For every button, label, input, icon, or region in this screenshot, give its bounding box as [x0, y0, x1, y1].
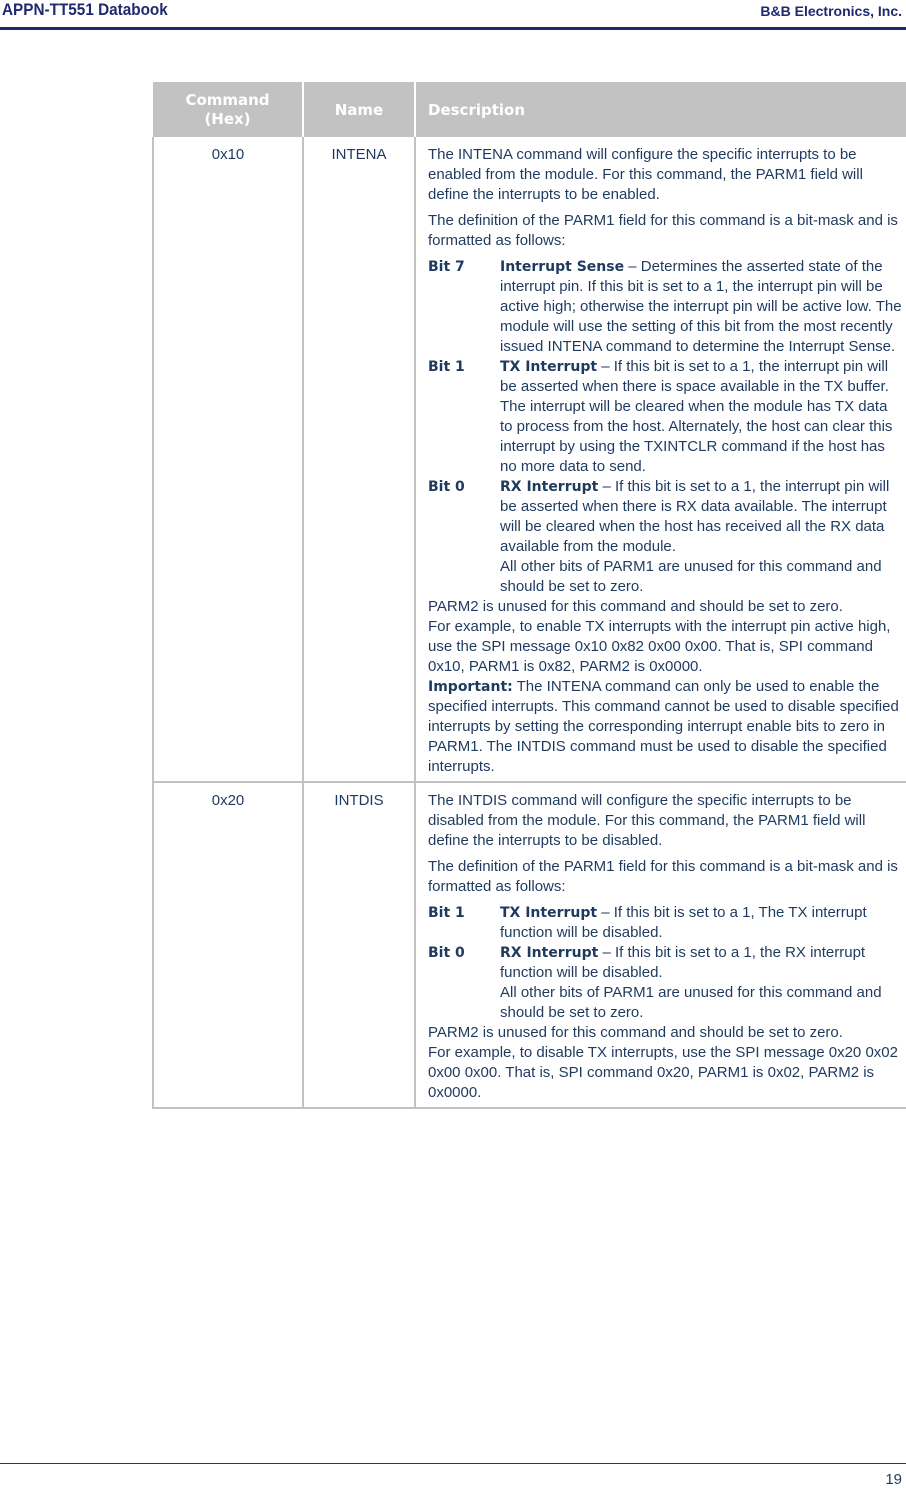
command-code: 0x10 — [153, 137, 303, 782]
bit-label: Bit 0 — [428, 479, 465, 495]
bit-title: RX Interrupt — [500, 945, 599, 961]
bit-title: TX Interrupt — [500, 359, 598, 375]
bit-entry — [428, 257, 902, 357]
bit-label: Bit 1 — [428, 905, 465, 921]
parm2-note: PARM2 is unused for this command and should be set to zero. — [428, 1024, 843, 1041]
bit-description — [500, 357, 902, 477]
parm2-note: PARM2 is unused for this command and should be set to zero. — [428, 598, 843, 615]
bit-entry — [428, 903, 902, 943]
bit-description — [500, 903, 902, 943]
unused-bits-note: All other bits of PARM1 are unused for this command and should be set to zero. — [500, 984, 882, 1021]
bit-entry — [428, 943, 902, 1023]
bit-title: RX Interrupt — [500, 479, 599, 495]
document-title: APPN-TT551 Databook — [2, 0, 168, 19]
bit-detail: – Determines the asserted state of the interrupt pin. If this bit is set to a 1, the interrupt pin will be active high; otherwise the interrupt pin will be active low. The module will use the setting of this bit from the most recently issued INTENA command to determine the Interrupt Sense. — [500, 258, 902, 355]
description-intro: The INTDIS command will configure the specific interrupts to be disabled from the module. For this command, the PARM1 field will define the interrupts to be disabled. — [428, 792, 866, 849]
bit-label: Bit 0 — [428, 945, 465, 961]
column-header-command — [153, 82, 303, 137]
table-row — [153, 782, 906, 1108]
bit-label: Bit 1 — [428, 359, 465, 375]
table-row — [153, 137, 906, 782]
page-number: 19 — [885, 1471, 902, 1488]
command-description — [415, 782, 906, 1108]
bit-detail: – If this bit is set to a 1, the interrupt pin will be asserted when there is RX data available. The interrupt will be cleared when the host has received all the RX data available from the module. — [500, 478, 890, 555]
usage-example: For example, to enable TX interrupts with the interrupt pin active high, use the SPI message 0x10 0x82 0x00 0x00. That is, SPI command 0x10, PARM1 is 0x82, PARM2 is 0x0000. — [428, 618, 891, 675]
command-name: INTDIS — [303, 782, 415, 1108]
command-code: 0x20 — [153, 782, 303, 1108]
bit-detail: – If this bit is set to a 1, the interrupt pin will be asserted when there is space available in the TX buffer. The interrupt will be cleared when the module has TX data to process from the host. Alternately, the host can clear this interrupt by using the TXINTCLR command if the host has no more data to send. — [500, 358, 893, 475]
important-label: Important: — [428, 679, 513, 695]
bitmask-definition: The definition of the PARM1 field for this command is a bit-mask and is formatted as follows: — [428, 212, 898, 249]
important-text: The INTENA command can only be used to enable the specified interrupts. This command cannot be used to disable specified interrupts by setting the corresponding interrupt enable bits to zero in PARM1. The INTDIS command must be used to disable the specified interrupts. — [428, 678, 899, 775]
bit-label: Bit 7 — [428, 259, 465, 275]
unused-bits-note: All other bits of PARM1 are unused for this command and should be set to zero. — [500, 558, 882, 595]
bit-title: TX Interrupt — [500, 905, 598, 921]
bit-description — [500, 257, 902, 357]
page-header — [0, 0, 906, 30]
usage-example: For example, to disable TX interrupts, use the SPI message 0x20 0x02 0x00 0x00. That is, SPI command 0x20, PARM1 is 0x02, PARM2 is 0x0000. — [428, 1044, 898, 1101]
column-header-name: Name — [303, 82, 415, 137]
company-name: B&B Electronics, Inc. — [760, 3, 902, 19]
important-note — [428, 677, 902, 777]
column-header-command-label: Command (Hex) — [185, 90, 270, 128]
bit-entry — [428, 477, 902, 597]
bitmask-definition: The definition of the PARM1 field for this command is a bit-mask and is formatted as follows: — [428, 858, 898, 895]
bit-description — [500, 477, 902, 597]
bit-entry — [428, 357, 902, 477]
table-header-row — [153, 82, 906, 137]
column-header-description: Description — [415, 82, 906, 137]
description-intro: The INTENA command will configure the specific interrupts to be enabled from the module. For this command, the PARM1 field will define the interrupts to be enabled. — [428, 146, 863, 203]
bit-title: Interrupt Sense — [500, 259, 625, 275]
command-description — [415, 137, 906, 782]
bit-detail: – If this bit is set to a 1, The TX interrupt function will be disabled. — [500, 904, 867, 941]
bit-description — [500, 943, 902, 1023]
command-table — [152, 82, 906, 1109]
command-name: INTENA — [303, 137, 415, 782]
bit-detail: – If this bit is set to a 1, the RX interrupt function will be disabled. — [500, 944, 866, 981]
footer-divider — [0, 1463, 906, 1464]
